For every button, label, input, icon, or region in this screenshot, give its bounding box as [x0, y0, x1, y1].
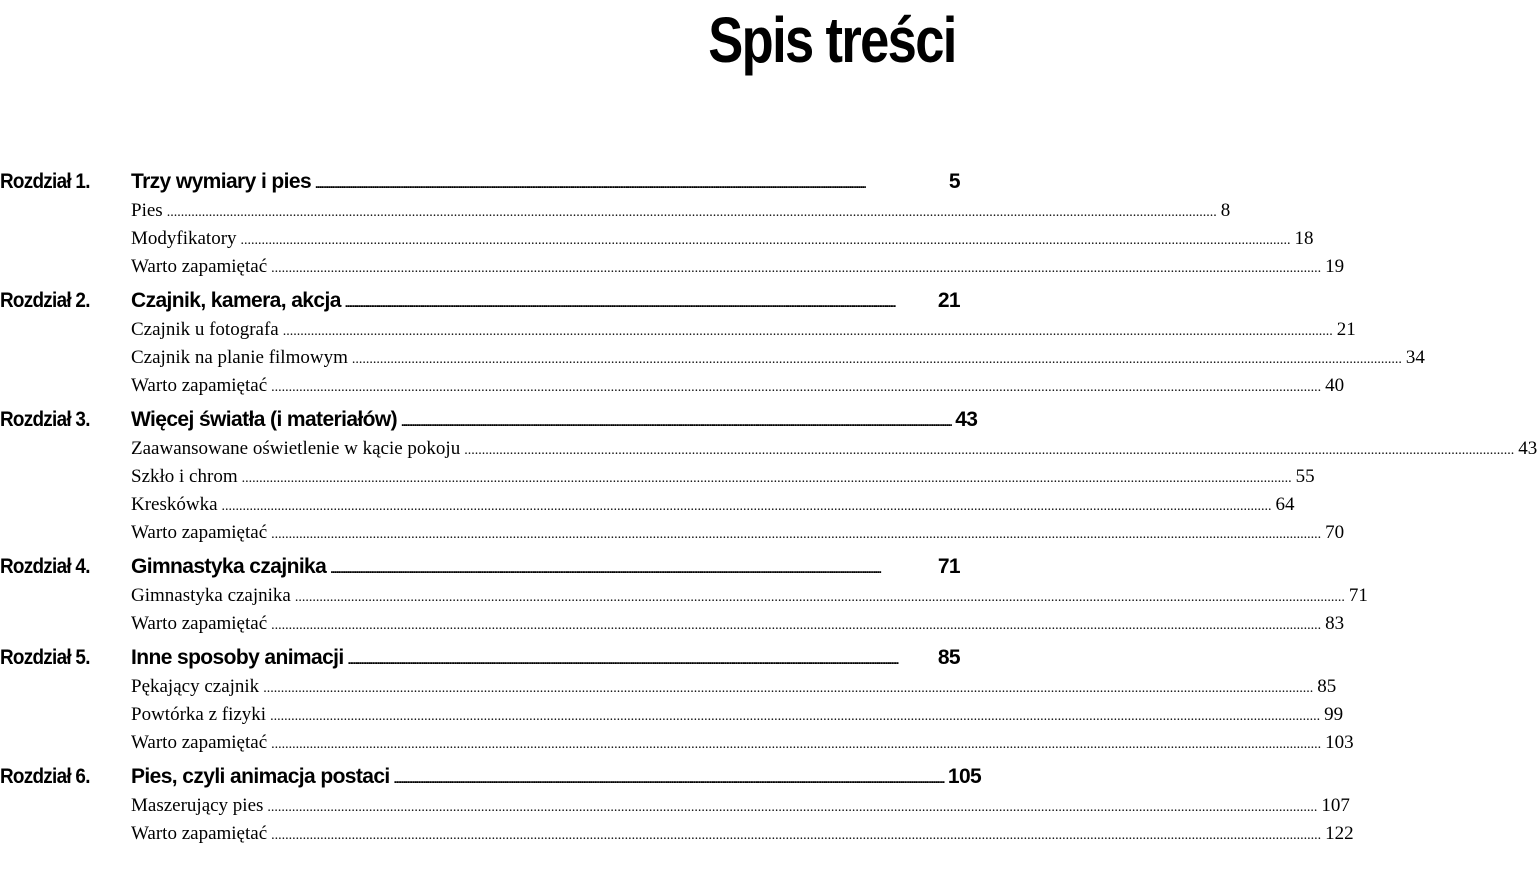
section-page: 21 [1336, 319, 1356, 340]
chapter-page: 5 [948, 170, 960, 193]
page-title: Spis treści [708, 4, 956, 76]
section-title: Kreskówka [131, 494, 218, 515]
leader-dots: ............................................................................................................................................................................................................................................................................................................ [330, 562, 881, 576]
section-title: Warto zapamiętać [131, 823, 268, 844]
chapter-1 [0, 167, 1345, 281]
leader-dots: ............................................................................................................................................................................................................................................................................................................ [315, 177, 866, 191]
section-title: Maszerujący pies [131, 795, 264, 816]
leader-dots: ............................................................................................................................................................................................................................................................................................................ [240, 233, 1291, 248]
section-page: 19 [1325, 256, 1345, 277]
section-row [131, 372, 1345, 400]
section-page: 103 [1325, 732, 1354, 753]
chapter-3 [0, 405, 1537, 547]
leader-dots: ............................................................................................................................................................................................................................................................................................................ [271, 261, 1322, 276]
section-page: 64 [1275, 494, 1295, 515]
section-title: Gimnastyka czajnika [131, 585, 291, 606]
chapter-page: 105 [947, 765, 982, 788]
chapter-page: 85 [937, 646, 960, 669]
section-row [131, 197, 1231, 225]
section-title: Czajnik u fotografa [131, 319, 279, 340]
leader-dots: ............................................................................................................................................................................................................................................................................................................ [393, 772, 944, 786]
section-row [131, 820, 1354, 848]
chapter-page: 43 [955, 408, 978, 431]
section-row [131, 519, 1345, 547]
leader-dots: ............................................................................................................................................................................................................................................................................................................ [401, 415, 952, 429]
leader-dots: ............................................................................................................................................................................................................................................................................................................ [241, 471, 1292, 486]
section-title: Warto zapamiętać [131, 613, 268, 634]
leader-dots: ............................................................................................................................................................................................................................................................................................................ [267, 800, 1318, 815]
section-page: 55 [1295, 466, 1315, 487]
chapter-label: Rozdział 4. [0, 555, 90, 578]
chapter-page: 21 [937, 289, 960, 312]
leader-dots: ............................................................................................................................................................................................................................................................................................................ [271, 828, 1322, 843]
section-title: Pies [131, 200, 163, 221]
section-row [131, 729, 1354, 757]
section-title: Warto zapamiętać [131, 732, 268, 753]
section-title: Warto zapamiętać [131, 522, 268, 543]
section-title: Warto zapamiętać [131, 375, 268, 396]
chapter-title: Trzy wymiary i pies [131, 170, 312, 193]
section-title: Czajnik na planie filmowym [131, 347, 348, 368]
chapter-title: Czajnik, kamera, akcja [131, 289, 341, 312]
section-row [131, 673, 1337, 701]
chapter-label: Rozdział 1. [0, 170, 90, 193]
leader-dots: ............................................................................................................................................................................................................................................................................................................ [271, 380, 1322, 395]
chapter-page: 71 [937, 555, 960, 578]
section-page: 85 [1317, 676, 1337, 697]
section-row [131, 491, 1295, 519]
leader-dots: ............................................................................................................................................................................................................................................................................................................ [347, 653, 898, 667]
section-row [131, 344, 1425, 372]
section-row [131, 463, 1315, 491]
section-row [131, 316, 1356, 344]
leader-dots: ............................................................................................................................................................................................................................................................................................................ [271, 527, 1322, 542]
leader-dots: ............................................................................................................................................................................................................................................................................................................ [263, 681, 1314, 696]
leader-dots: ............................................................................................................................................................................................................................................................................................................ [344, 296, 895, 310]
section-page: 83 [1325, 613, 1345, 634]
leader-dots: ............................................................................................................................................................................................................................................................................................................ [221, 499, 1272, 514]
chapter-title-row [131, 643, 960, 673]
section-page: 70 [1325, 522, 1345, 543]
section-title: Zaawansowane oświetlenie w kącie pokoju [131, 438, 461, 459]
section-page: 107 [1321, 795, 1350, 816]
chapter-title: Więcej światła (i materiałów) [131, 408, 398, 431]
chapter-title-row [131, 286, 960, 316]
leader-dots: ............................................................................................................................................................................................................................................................................................................ [294, 590, 1345, 605]
chapter-label: Rozdział 3. [0, 408, 90, 431]
leader-dots: ............................................................................................................................................................................................................................................................................................................ [271, 618, 1322, 633]
section-row [131, 792, 1350, 820]
chapter-label: Rozdział 6. [0, 765, 90, 788]
section-page: 34 [1405, 347, 1425, 368]
section-page: 122 [1325, 823, 1354, 844]
section-title: Warto zapamiętać [131, 256, 268, 277]
section-page: 8 [1220, 200, 1231, 221]
chapter-title-row [131, 405, 978, 435]
leader-dots: ............................................................................................................................................................................................................................................................................................................ [270, 709, 1321, 724]
table-of-contents [0, 167, 1537, 853]
leader-dots: ............................................................................................................................................................................................................................................................................................................ [464, 443, 1515, 458]
chapter-title-row [131, 552, 960, 582]
section-page: 71 [1348, 585, 1368, 606]
section-page: 43 [1518, 438, 1537, 459]
section-title: Szkło i chrom [131, 466, 238, 487]
section-row [131, 701, 1344, 729]
chapter-label: Rozdział 2. [0, 289, 90, 312]
chapter-4 [0, 552, 1368, 638]
chapter-label: Rozdział 5. [0, 646, 90, 669]
leader-dots: ............................................................................................................................................................................................................................................................................................................ [282, 324, 1333, 339]
leader-dots: ............................................................................................................................................................................................................................................................................................................ [271, 737, 1322, 752]
section-row [131, 253, 1345, 281]
chapter-title: Inne sposoby animacji [131, 646, 344, 669]
chapter-title-row [131, 762, 982, 792]
section-title: Modyfikatory [131, 228, 237, 249]
section-row [131, 225, 1314, 253]
section-page: 99 [1324, 704, 1344, 725]
leader-dots: ............................................................................................................................................................................................................................................................................................................ [166, 205, 1217, 220]
section-page: 18 [1294, 228, 1314, 249]
chapter-6 [0, 762, 1354, 848]
chapter-2 [0, 286, 1425, 400]
section-row [131, 610, 1345, 638]
section-row [131, 435, 1537, 463]
section-page: 40 [1325, 375, 1345, 396]
chapter-title: Pies, czyli animacja postaci [131, 765, 390, 788]
chapter-title-row [131, 167, 960, 197]
leader-dots: ............................................................................................................................................................................................................................................................................................................ [351, 352, 1402, 367]
section-title: Pękający czajnik [131, 676, 260, 697]
section-title: Powtórka z fizyki [131, 704, 267, 725]
chapter-title: Gimnastyka czajnika [131, 555, 327, 578]
section-row [131, 582, 1368, 610]
chapter-5 [0, 643, 1354, 757]
